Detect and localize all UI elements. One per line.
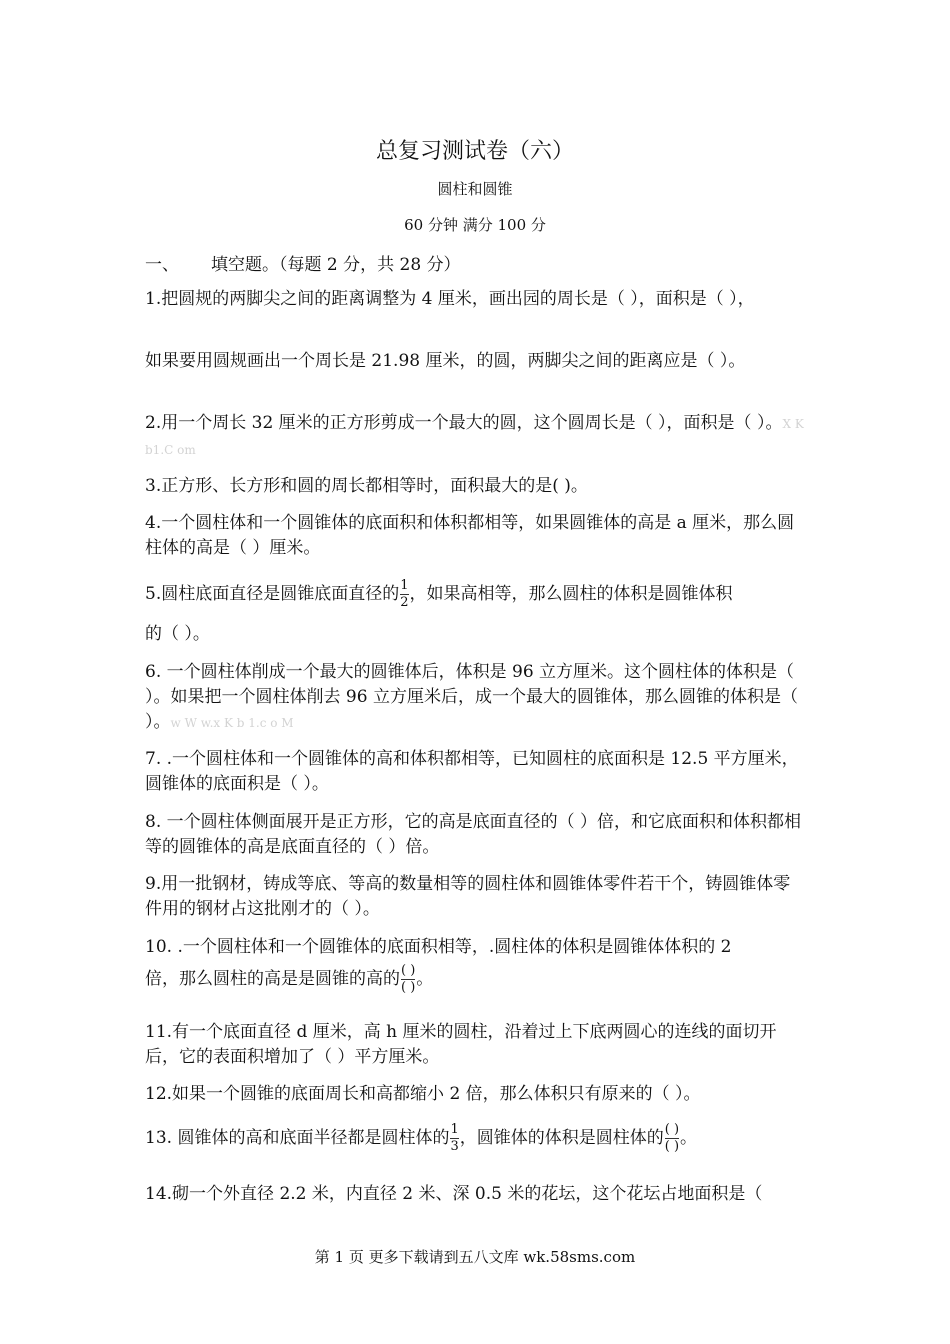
page-subtitle: 圆柱和圆锥 xyxy=(437,180,513,198)
exam-meta: 60 分钟 满分 100 分 xyxy=(404,216,546,234)
page-footer: 第 1 页 更多下载请到五八文库 wk.58sms.com xyxy=(314,1248,636,1266)
question-13 xyxy=(145,1122,807,1155)
question-11: 11.有一个底面直径 d 厘米，高 h 厘米的圆柱，沿着过上下底两圆心的连线的面切开后，它的表面积增加了（ ）平方厘米。 xyxy=(145,1022,777,1067)
fraction-numerator: ( ) xyxy=(401,963,416,978)
question-10-text-after: 。 xyxy=(416,969,434,989)
question-6-text: 6. 一个圆柱体削成一个最大的圆锥体后，体积是 96 立方厘米。这个圆柱体的体积是（ ）。如果把一个圆柱体削去 96 立方厘米后，成一个最大的圆锥体，那么圆锥的体积是（ ）。 xyxy=(145,662,798,732)
question-13-text-mid: ，圆锥体的体积是圆柱体的 xyxy=(459,1128,664,1148)
fraction-blank xyxy=(665,1122,679,1155)
question-1-continued: 如果要用圆规画出一个周长是 21.98 厘米，的圆，两脚尖之间的距离应是（ ）。 xyxy=(145,351,746,371)
question-13-text-before: 13. 圆锥体的高和底面半径都是圆柱体的 xyxy=(145,1128,450,1148)
question-5 xyxy=(145,578,807,611)
question-10-continued xyxy=(145,963,807,996)
question-9: 9.用一批钢材，铸成等底、等高的数量相等的圆柱体和圆锥体零件若干个，铸圆锥体零件用的钢材占这批刚才的（ ）。 xyxy=(145,874,791,919)
watermark-text: w W w.x K b 1.c o M xyxy=(170,716,294,730)
question-13-text-after: 。 xyxy=(680,1128,698,1148)
question-2 xyxy=(145,411,807,463)
fraction-numerator: 1 xyxy=(450,1122,459,1137)
page-title: 总复习测试卷（六） xyxy=(375,139,574,164)
question-14: 14.砌一个外直径 2.2 米，内直径 2 米、深 0.5 米的花坛，这个花坛占地面积是（ xyxy=(145,1184,763,1204)
fraction-denominator: ( ) xyxy=(401,980,416,995)
question-10-text-before: 倍，那么圆柱的高是是圆锥的高的 xyxy=(145,969,400,989)
fraction-numerator: 1 xyxy=(400,578,409,593)
fraction-denominator: ( ) xyxy=(664,1139,680,1154)
question-8: 8. 一个圆柱体侧面展开是正方形，它的高是底面直径的（ ）倍，和它底面积和体积都相等的圆锥体的高是底面直径的（ ）倍。 xyxy=(145,812,802,857)
fraction-one-third xyxy=(450,1122,458,1155)
question-1: 1.把圆规的两脚尖之间的距离调整为 4 厘米，画出园的周长是（ ），面积是（ ）， xyxy=(145,289,755,309)
question-10: 10. .一个圆柱体和一个圆锥体的底面积相等，.圆柱体的体积是圆锥体体积的 2 xyxy=(145,937,732,957)
fraction-blank xyxy=(401,963,415,996)
question-5-text-before: 5.圆柱底面直径是圆锥底面直径的 xyxy=(145,584,400,604)
fraction-denominator: 2 xyxy=(400,595,409,610)
question-5-continued: 的（ ）。 xyxy=(145,624,210,644)
section-heading xyxy=(145,250,461,275)
watermark-text: X K b1.C om xyxy=(145,417,804,457)
fraction-denominator: 3 xyxy=(450,1139,459,1154)
question-7: 7. .一个圆柱体和一个圆锥体的高和体积都相等，已知圆柱的底面积是 12.5 平方厘米，圆锥体的底面积是（ ）。 xyxy=(145,749,799,794)
question-3: 3.正方形、长方形和圆的周长都相等时，面积最大的是( )。 xyxy=(145,476,588,496)
question-4: 4.一个圆柱体和一个圆锥体的底面积和体积都相等，如果圆锥体的高是 a 厘米，那么圆柱体的高是（ ）厘米。 xyxy=(145,513,795,558)
fraction-one-half xyxy=(400,578,408,611)
question-6 xyxy=(145,660,807,736)
section-number: 一、 xyxy=(145,255,179,275)
question-12: 12.如果一个圆锥的底面周长和高都缩小 2 倍，那么体积只有原来的（ ）。 xyxy=(145,1084,701,1104)
question-2-text: 2.用一个周长 32 厘米的正方形剪成一个最大的圆，这个圆周长是（ ），面积是（ ）。 xyxy=(145,413,783,433)
question-5-text-after: ，如果高相等，那么圆柱的体积是圆锥体积 xyxy=(409,584,733,604)
fraction-numerator: ( ) xyxy=(664,1122,680,1137)
section-text: 填空题。（每题 2 分，共 28 分） xyxy=(211,255,461,275)
